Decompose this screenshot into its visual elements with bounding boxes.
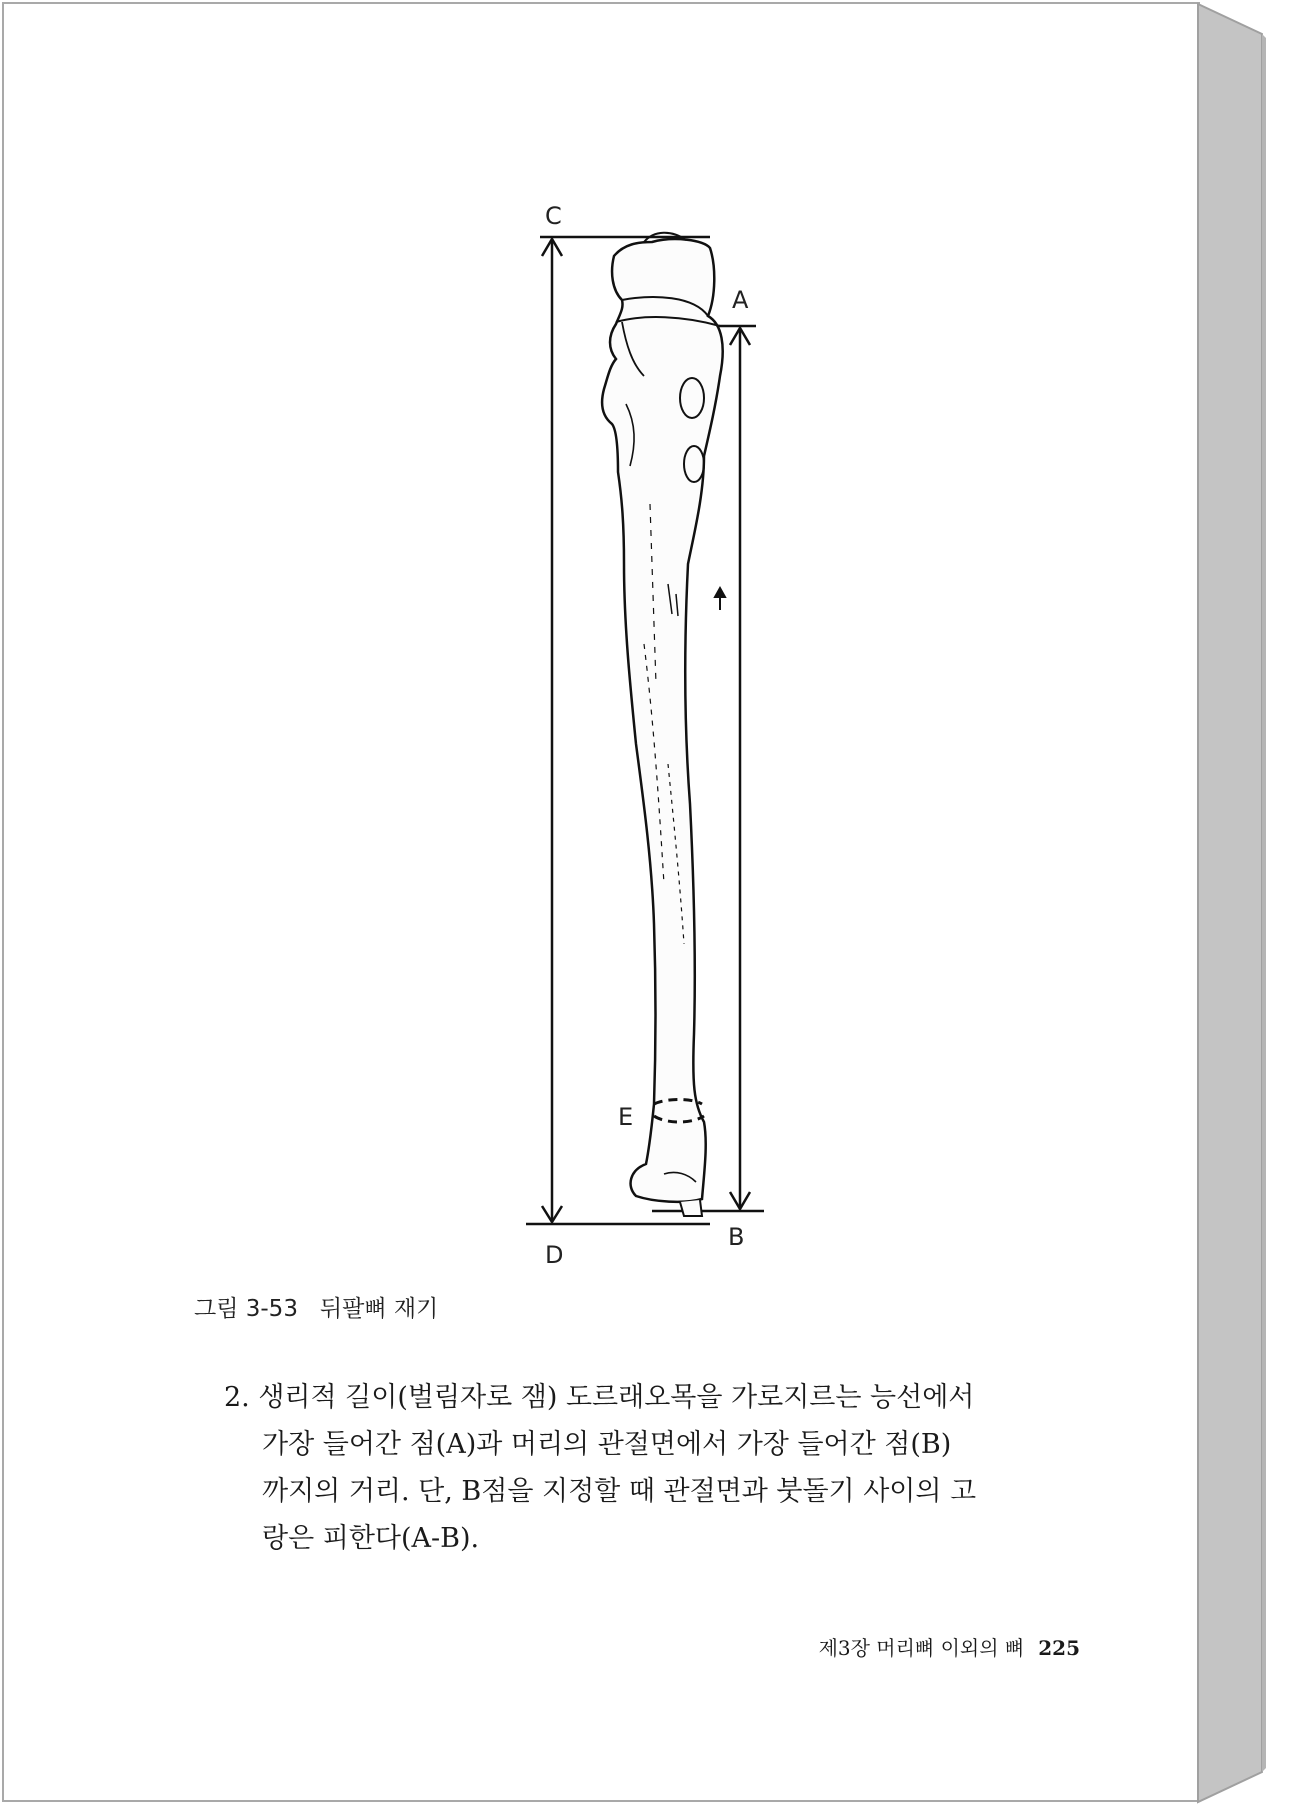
paragraph-line-1: 2. 생리적 길이(벌림자로 잼) 도르래오목을 가로지르는 능선에서 <box>224 1382 975 1413</box>
chapter-title: 제3장 머리뼈 이외의 뼈 <box>818 1636 1025 1660</box>
label-d: D <box>545 1241 564 1269</box>
page-number: 225 <box>1038 1636 1080 1660</box>
figure-caption: 그림 3-53 뒤팔뼈 재기 <box>194 1296 439 1322</box>
label-b: B <box>728 1223 745 1251</box>
paragraph-line-4: 랑은 피한다(A-B). <box>262 1523 480 1554</box>
paragraph-line-2: 가장 들어간 점(A)과 머리의 관절면에서 가장 들어간 점(B) <box>262 1429 952 1460</box>
label-e: E <box>618 1103 634 1131</box>
paragraph-line-3: 까지의 거리. 단, B점을 지정할 때 관절면과 붓돌기 사이의 고 <box>262 1476 977 1507</box>
label-c: C <box>545 202 562 230</box>
label-a: A <box>732 286 749 314</box>
